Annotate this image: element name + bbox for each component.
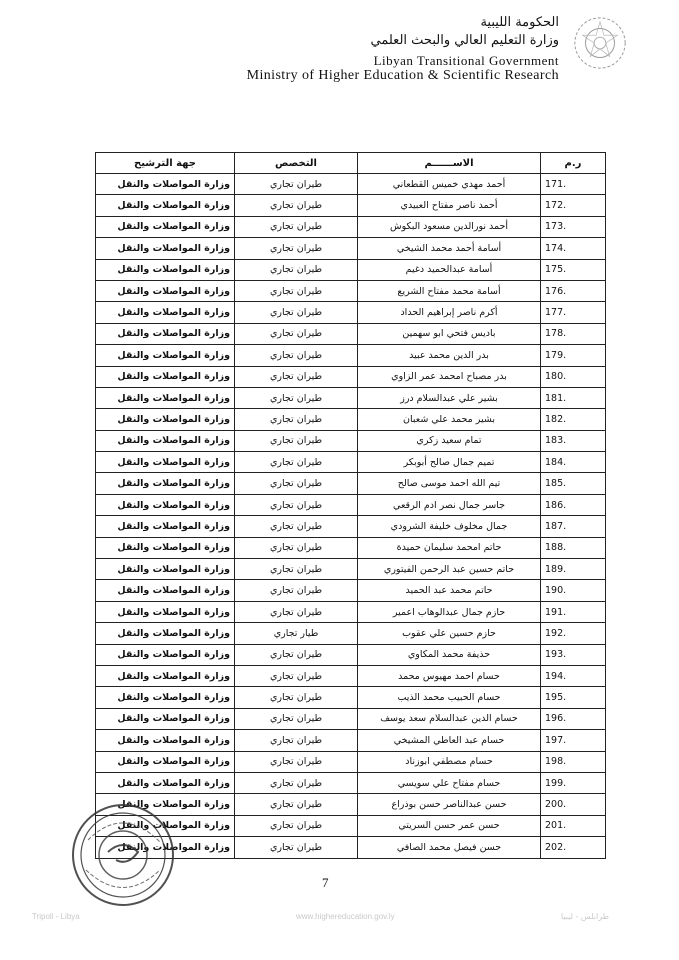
table-row (96, 345, 606, 366)
cell-name: حازم جمال عبدالوهاب اعمير (358, 601, 541, 622)
footer-city-arabic: طرابلس - ليبيا (560, 912, 609, 921)
cell-specialization: طيران تجاري (235, 580, 358, 601)
cell-specialization: طيران تجاري (235, 280, 358, 301)
cell-name: تمام سعيد زكري (358, 430, 541, 451)
table-row (96, 409, 606, 430)
letterhead (99, 14, 559, 84)
cell-nominating-body: وزارة المواصلات والنقل (96, 323, 235, 344)
page-footer (0, 912, 679, 932)
cell-nominating-body: وزارة المواصلات والنقل (96, 665, 235, 686)
cell-specialization: طيران تجاري (235, 409, 358, 430)
table-row (96, 387, 606, 408)
cell-name: بشير محمد علي شعبان (358, 409, 541, 430)
cell-nominating-body: وزارة المواصلات والنقل (96, 815, 235, 836)
cell-number: 176. (541, 280, 606, 301)
cell-nominating-body: وزارة المواصلات والنقل (96, 473, 235, 494)
table-row (96, 772, 606, 793)
cell-number: 171. (541, 174, 606, 195)
cell-specialization: طيران تجاري (235, 323, 358, 344)
cell-number: 187. (541, 516, 606, 537)
cell-name: أسامة عبدالحميد دغيم (358, 259, 541, 280)
table-row (96, 516, 606, 537)
cell-specialization: طيران تجاري (235, 794, 358, 815)
table-header-row (96, 153, 606, 174)
cell-name: أحمد نورالدين مسعود البكوش (358, 216, 541, 237)
cell-name: حاتم امحمد سليمان حميدة (358, 537, 541, 558)
cell-name: تيم الله احمد موسى صالح (358, 473, 541, 494)
cell-number: 184. (541, 452, 606, 473)
cell-name: أكرم ناصر إبراهيم الحداد (358, 302, 541, 323)
cell-nominating-body: وزارة المواصلات والنقل (96, 494, 235, 515)
header-name: الاســــــم (358, 153, 541, 174)
table-row (96, 280, 606, 301)
cell-nominating-body: وزارة المواصلات والنقل (96, 772, 235, 793)
official-stamp-icon (68, 800, 178, 910)
cell-number: 189. (541, 559, 606, 580)
table-row (96, 195, 606, 216)
cell-number: 199. (541, 772, 606, 793)
cell-name: جاسر جمال نصر ادم الرقعي (358, 494, 541, 515)
cell-nominating-body: وزارة المواصلات والنقل (96, 345, 235, 366)
cell-nominating-body: وزارة المواصلات والنقل (96, 366, 235, 387)
cell-specialization: طيران تجاري (235, 174, 358, 195)
cell-name: حسام الدين عبدالسلام سعد يوسف (358, 708, 541, 729)
cell-specialization: طيران تجاري (235, 430, 358, 451)
cell-name: تميم جمال صالح أبوبكر (358, 452, 541, 473)
cell-number: 191. (541, 601, 606, 622)
table-row (96, 366, 606, 387)
header-nominating-body: جهة الترشيح (96, 153, 235, 174)
cell-nominating-body: وزارة المواصلات والنقل (96, 387, 235, 408)
table-row (96, 751, 606, 772)
cell-number: 180. (541, 366, 606, 387)
cell-number: 182. (541, 409, 606, 430)
cell-number: 177. (541, 302, 606, 323)
cell-nominating-body: وزارة المواصلات والنقل (96, 837, 235, 858)
cell-specialization: طيران تجاري (235, 537, 358, 558)
cell-name: أسامة أحمد محمد الشيخي (358, 238, 541, 259)
cell-specialization: طيران تجاري (235, 452, 358, 473)
table-row (96, 537, 606, 558)
cell-name: حسام عبد العاطي المشيخي (358, 730, 541, 751)
cell-number: 174. (541, 238, 606, 259)
cell-specialization: طيران تجاري (235, 302, 358, 323)
cell-specialization: طيران تجاري (235, 366, 358, 387)
cell-specialization: طيران تجاري (235, 837, 358, 858)
cell-specialization: طيران تجاري (235, 730, 358, 751)
cell-number: 190. (541, 580, 606, 601)
cell-name: باديس فتحي ابو سهمين (358, 323, 541, 344)
cell-number: 175. (541, 259, 606, 280)
letterhead-english-government: Libyan Transitional Government (373, 53, 559, 68)
cell-name: حسام الحبيب محمد الذيب (358, 687, 541, 708)
cell-specialization: طيران تجاري (235, 387, 358, 408)
cell-number: 193. (541, 644, 606, 665)
table-row (96, 302, 606, 323)
cell-number: 188. (541, 537, 606, 558)
footer-website-link[interactable]: www.highereducation.gov.ly (296, 912, 395, 921)
cell-nominating-body: وزارة المواصلات والنقل (96, 751, 235, 772)
cell-specialization: طيران تجاري (235, 345, 358, 366)
cell-name: حسن فيصل محمد الصافي (358, 837, 541, 858)
cell-nominating-body: وزارة المواصلات والنقل (96, 537, 235, 558)
cell-number: 194. (541, 665, 606, 686)
table-row (96, 730, 606, 751)
cell-specialization: طيران تجاري (235, 559, 358, 580)
cell-nominating-body: وزارة المواصلات والنقل (96, 708, 235, 729)
cell-specialization: طيران تجاري (235, 195, 358, 216)
cell-name: حاتم حسين عبد الرحمن الفيتوري (358, 559, 541, 580)
cell-specialization: طيران تجاري (235, 216, 358, 237)
nominees-table (95, 152, 606, 859)
cell-nominating-body: وزارة المواصلات والنقل (96, 687, 235, 708)
cell-name: حسام مصطفي ابوزناد (358, 751, 541, 772)
cell-number: 178. (541, 323, 606, 344)
cell-specialization: طيران تجاري (235, 687, 358, 708)
header-number: ر.م (541, 153, 606, 174)
table-body (96, 174, 606, 859)
cell-number: 201. (541, 815, 606, 836)
cell-name: حاتم محمد عبد الحميد (358, 580, 541, 601)
table-row (96, 259, 606, 280)
cell-specialization: طيار تجاري (235, 623, 358, 644)
cell-specialization: طيران تجاري (235, 516, 358, 537)
letterhead-english-ministry: Ministry of Higher Education & Scientific Research (246, 68, 559, 83)
ministry-emblem-icon (571, 14, 629, 72)
table-row (96, 644, 606, 665)
cell-name: حسام احمد مهيوس محمد (358, 665, 541, 686)
cell-nominating-body: وزارة المواصلات والنقل (96, 559, 235, 580)
table-row (96, 601, 606, 622)
table-row (96, 665, 606, 686)
cell-number: 181. (541, 387, 606, 408)
cell-name: أسامة محمد مفتاح الشريع (358, 280, 541, 301)
cell-number: 197. (541, 730, 606, 751)
cell-name: حازم حسين علي عقوب (358, 623, 541, 644)
cell-nominating-body: وزارة المواصلات والنقل (96, 195, 235, 216)
table-row (96, 174, 606, 195)
table-row (96, 559, 606, 580)
table-row (96, 238, 606, 259)
cell-name: حسام مفتاح علي سويسي (358, 772, 541, 793)
cell-specialization: طيران تجاري (235, 772, 358, 793)
table-row (96, 623, 606, 644)
cell-name: أحمد مهدي خميس القطعاني (358, 174, 541, 195)
cell-nominating-body: وزارة المواصلات والنقل (96, 516, 235, 537)
cell-number: 200. (541, 794, 606, 815)
cell-nominating-body: وزارة المواصلات والنقل (96, 580, 235, 601)
cell-number: 185. (541, 473, 606, 494)
cell-specialization: طيران تجاري (235, 238, 358, 259)
page-number: 7 (322, 875, 329, 890)
table-row (96, 323, 606, 344)
cell-nominating-body: وزارة المواصلات والنقل (96, 794, 235, 815)
letterhead-arabic-government: الحكومة الليبية (480, 15, 559, 30)
cell-number: 198. (541, 751, 606, 772)
table-row (96, 580, 606, 601)
cell-number: 196. (541, 708, 606, 729)
cell-number: 195. (541, 687, 606, 708)
cell-name: حذيفة محمد المكاوي (358, 644, 541, 665)
table-row (96, 452, 606, 473)
cell-name: بدر مصباح امحمد عمر الزاوي (358, 366, 541, 387)
cell-name: جمال مخلوف خليفة الشرودي (358, 516, 541, 537)
cell-specialization: طيران تجاري (235, 815, 358, 836)
cell-specialization: طيران تجاري (235, 665, 358, 686)
table-row (96, 473, 606, 494)
letterhead-arabic-ministry: وزارة التعليم العالي والبحث العلمي (370, 33, 559, 48)
cell-number: 183. (541, 430, 606, 451)
cell-nominating-body: وزارة المواصلات والنقل (96, 216, 235, 237)
cell-specialization: طيران تجاري (235, 259, 358, 280)
cell-name: أحمد ناصر مفتاح العبيدي (358, 195, 541, 216)
cell-nominating-body: وزارة المواصلات والنقل (96, 302, 235, 323)
cell-name: حسن عمر حسن السريتي (358, 815, 541, 836)
footer-city-english: Tripoli - Libya (32, 912, 80, 921)
cell-specialization: طيران تجاري (235, 494, 358, 515)
cell-number: 179. (541, 345, 606, 366)
cell-name: بشير علي عبدالسلام درز (358, 387, 541, 408)
table-row (96, 216, 606, 237)
cell-nominating-body: وزارة المواصلات والنقل (96, 430, 235, 451)
cell-nominating-body: وزارة المواصلات والنقل (96, 259, 235, 280)
cell-number: 202. (541, 837, 606, 858)
cell-number: 173. (541, 216, 606, 237)
cell-number: 186. (541, 494, 606, 515)
cell-nominating-body: وزارة المواصلات والنقل (96, 644, 235, 665)
cell-specialization: طيران تجاري (235, 644, 358, 665)
cell-specialization: طيران تجاري (235, 708, 358, 729)
cell-nominating-body: وزارة المواصلات والنقل (96, 174, 235, 195)
table-row (96, 430, 606, 451)
cell-nominating-body: وزارة المواصلات والنقل (96, 730, 235, 751)
cell-name: بدر الدين محمد عبيد (358, 345, 541, 366)
cell-nominating-body: وزارة المواصلات والنقل (96, 409, 235, 430)
table-row (96, 708, 606, 729)
cell-nominating-body: وزارة المواصلات والنقل (96, 452, 235, 473)
cell-nominating-body: وزارة المواصلات والنقل (96, 280, 235, 301)
cell-nominating-body: وزارة المواصلات والنقل (96, 238, 235, 259)
cell-specialization: طيران تجاري (235, 751, 358, 772)
cell-number: 172. (541, 195, 606, 216)
cell-nominating-body: وزارة المواصلات والنقل (96, 623, 235, 644)
cell-specialization: طيران تجاري (235, 473, 358, 494)
header-specialization: التخصص (235, 153, 358, 174)
cell-name: حسن عبدالناصر حسن بوذراع (358, 794, 541, 815)
cell-specialization: طيران تجاري (235, 601, 358, 622)
cell-nominating-body: وزارة المواصلات والنقل (96, 601, 235, 622)
cell-number: 192. (541, 623, 606, 644)
table-row (96, 494, 606, 515)
table-row (96, 687, 606, 708)
